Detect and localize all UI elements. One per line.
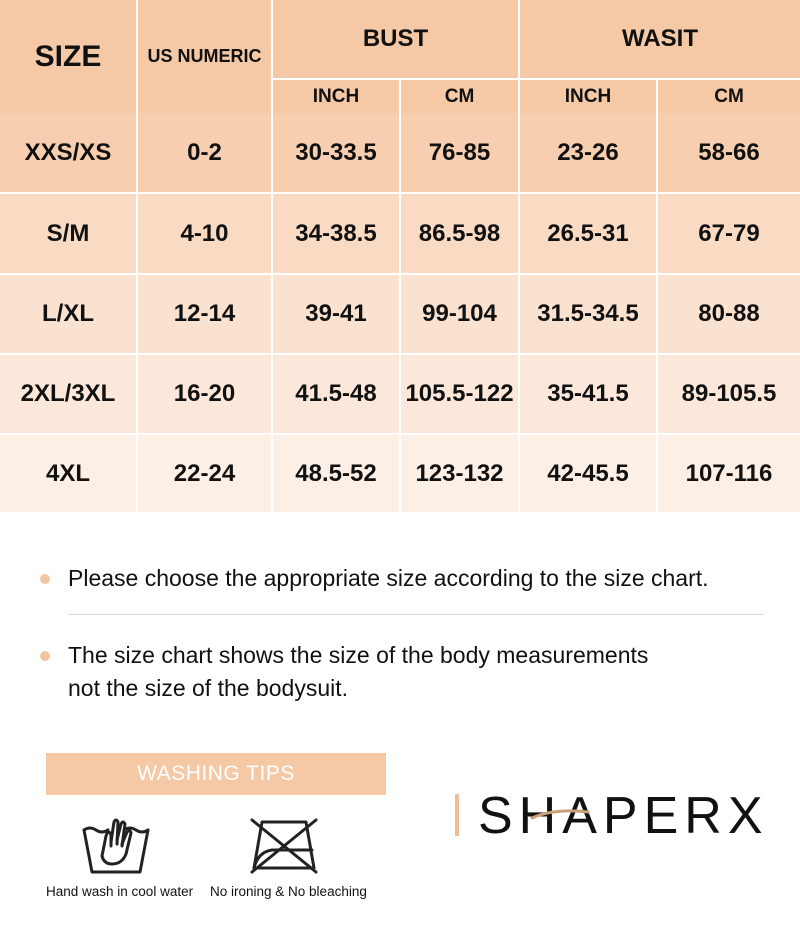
header-us-numeric: US NUMERIC (138, 0, 271, 113)
cell-waist-cm: 89-105.5 (658, 355, 800, 433)
cell-waist-inch: 35-41.5 (520, 355, 656, 433)
note-text-line1: The size chart shows the size of the body measurements (68, 642, 649, 668)
cell-waist-inch: 42-45.5 (520, 435, 656, 512)
note-text-line2: not the size of the bodysuit. (68, 675, 349, 701)
cell-size: 4XL (0, 435, 136, 512)
hand-wash-icon (80, 812, 152, 876)
header-size: SIZE (0, 0, 136, 113)
brand-logo: SHAPERX (478, 787, 769, 845)
bullet-dot (40, 651, 50, 661)
cell-bust-cm: 105.5-122 (401, 355, 518, 433)
cell-size: 2XL/3XL (0, 355, 136, 433)
cell-bust-inch: 30-33.5 (273, 113, 399, 192)
cell-waist-inch: 31.5-34.5 (520, 275, 656, 353)
no-iron-no-bleach-icon (248, 816, 320, 876)
cell-bust-inch: 41.5-48 (273, 355, 399, 433)
note-item (40, 639, 780, 705)
cell-waist-inch: 23-26 (520, 113, 656, 192)
cell-us-numeric: 12-14 (138, 275, 271, 353)
note-item (40, 562, 780, 595)
cell-waist-cm: 80-88 (658, 275, 800, 353)
hand-wash-caption: Hand wash in cool water (46, 884, 194, 899)
cell-bust-cm: 76-85 (401, 113, 518, 192)
header-bust-cm: CM (401, 80, 518, 113)
cell-size: L/XL (0, 275, 136, 353)
no-iron-caption: No ironing & No bleaching (210, 884, 367, 899)
cell-bust-cm: 123-132 (401, 435, 518, 512)
cell-us-numeric: 0-2 (138, 113, 271, 192)
header-waist: WASIT (520, 0, 800, 78)
header-waist-inch: INCH (520, 80, 656, 113)
cell-size: S/M (0, 194, 136, 273)
cell-bust-cm: 99-104 (401, 275, 518, 353)
header-waist-cm: CM (658, 80, 800, 113)
note-text: Please choose the appropriate size according to the size chart. (68, 565, 709, 591)
cell-waist-cm: 58-66 (658, 113, 800, 192)
cell-us-numeric: 22-24 (138, 435, 271, 512)
cell-us-numeric: 16-20 (138, 355, 271, 433)
cell-us-numeric: 4-10 (138, 194, 271, 273)
brand-accent-bar (455, 794, 459, 836)
cell-waist-cm: 67-79 (658, 194, 800, 273)
bullet-dot (40, 574, 50, 584)
divider (68, 614, 764, 615)
header-bust-inch: INCH (273, 80, 399, 113)
brand-swoosh (530, 806, 590, 822)
cell-bust-inch: 34-38.5 (273, 194, 399, 273)
cell-bust-cm: 86.5-98 (401, 194, 518, 273)
washing-tips-banner: WASHING TIPS (46, 753, 386, 795)
cell-bust-inch: 39-41 (273, 275, 399, 353)
cell-waist-inch: 26.5-31 (520, 194, 656, 273)
cell-bust-inch: 48.5-52 (273, 435, 399, 512)
header-bust: BUST (273, 0, 518, 78)
cell-waist-cm: 107-116 (658, 435, 800, 512)
cell-size: XXS/XS (0, 113, 136, 192)
